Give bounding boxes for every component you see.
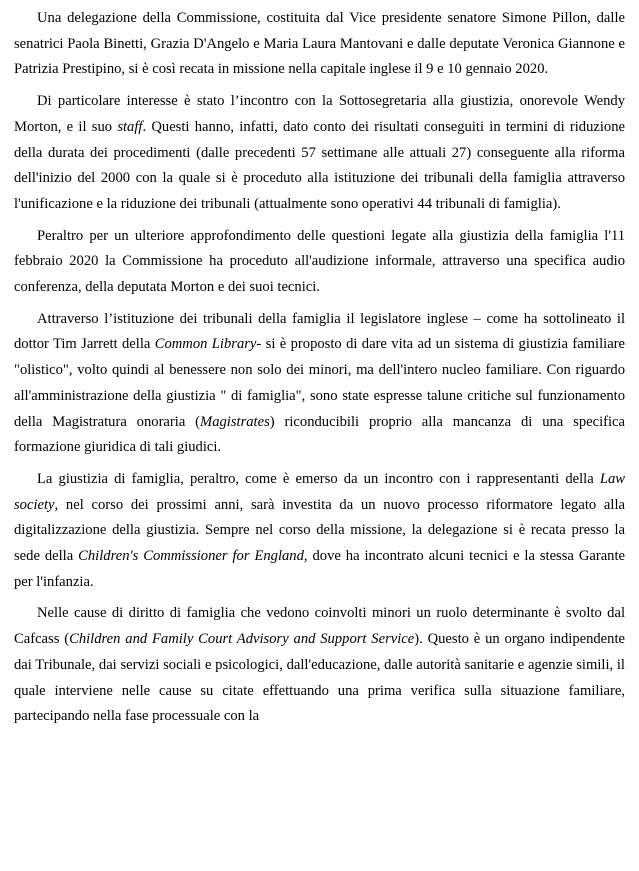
text-run: , nel corso dei prossimi anni, sarà investita da un nuovo processo riformatore legato alla digitalizzazione della giustizia. Sempre nel corso della missione, la delegazione si è recata presso la sede della	[14, 496, 625, 565]
text-run: dove ha incontrato alcuni tecnici e la stessa Garante per l'infanzia.	[14, 548, 626, 590]
text-run: La giustizia di famiglia, peraltro, come è emerso da un incontro con i rappresentanti della	[37, 470, 600, 487]
italic-term-childrens-commissioner: Children's Commissioner for England,	[78, 548, 308, 565]
paragraph-delegation	[14, 6, 625, 83]
text-run: Una delegazione della Commissione, costituita dal Vice presidente senatore Simone Pillon, dalle senatrici Paola Binetti, Grazia D'Angelo e Maria Laura Mantovani e dalle deputate Veronica Giannone e Patrizia Prestipino, si è così recata in missione nella capitale inglese il 9 e 10 gennaio 2020.	[14, 10, 625, 78]
text-run: Peraltro per un ulteriore approfondimento delle questioni legate alla giustizia della famiglia l'11 febbraio 2020 la Commissione ha proceduto all'audizione informale, attraverso una specifica audio conferenza, della deputata Morton e dei suoi tecnici.	[14, 227, 625, 296]
paragraph-law-society	[14, 467, 625, 596]
paragraph-cafcass	[14, 601, 625, 730]
italic-term-cafcass-full-name: Children and Family Court Advisory and Support Service	[69, 631, 415, 648]
text-run: . Questi hanno, infatti, dato conto dei risultati conseguiti in termini di riduzione della durata dei procedimenti (dalle precedenti 57 settimane alle attuali 27) conseguente alla riforma dell'inizio del 2000 con la quale si è proceduto alla istituzione dei tribunali della famiglia attraverso l'unificazione e la riduzione dei tribunali (attualmente sono operativi 44 tribunali di famiglia).	[14, 118, 625, 212]
paragraph-meeting-undersecretary	[14, 89, 625, 218]
text-run: - si è proposto di dare vita ad un sistema di giustizia familiare "olistico", volto quindi al benessere non solo dei minori, ma dell'intero nucleo familiare. Con riguardo all'amministrazione della giustizia " di famiglia", sono state espresse talune critiche sul funzionamento della Magistratura onoraria (	[14, 336, 626, 430]
paragraph-audio-conference	[14, 224, 625, 301]
italic-term-magistrates: Magistrates	[200, 413, 270, 430]
text-run: ). Questo è un organo indipendente dai Tribunale, dai servizi sociali e psicologici, dall'educazione, dalle autorità sanitarie e agenzie simili, il quale interviene nelle cause su citate effettuando una prima verifica sulla situazione familiare, partecipando nella fase processuale con la	[14, 631, 625, 725]
italic-term-common-library: Common Library	[154, 336, 257, 353]
italic-term-law-society: Law society	[14, 470, 625, 513]
text-run: ) riconducibili proprio alla mancanza di una specifica formazione giuridica di tali giudici.	[14, 413, 625, 456]
paragraph-family-courts	[14, 307, 625, 461]
text-run: Attraverso l’istituzione dei tribunali della famiglia il legislatore inglese – come ha sottolineato il dottor Tim Jarrett della	[14, 310, 625, 353]
italic-term-staff: staff	[117, 118, 143, 135]
text-run: Nelle cause di diritto di famiglia che vedono coinvolti minori un ruolo determinante è svolto dal Cafcass (	[14, 605, 625, 648]
text-run: Di particolare interesse è stato l’incontro con la Sottosegretaria alla giustizia, onorevole Wendy Morton, e il suo	[14, 93, 625, 135]
